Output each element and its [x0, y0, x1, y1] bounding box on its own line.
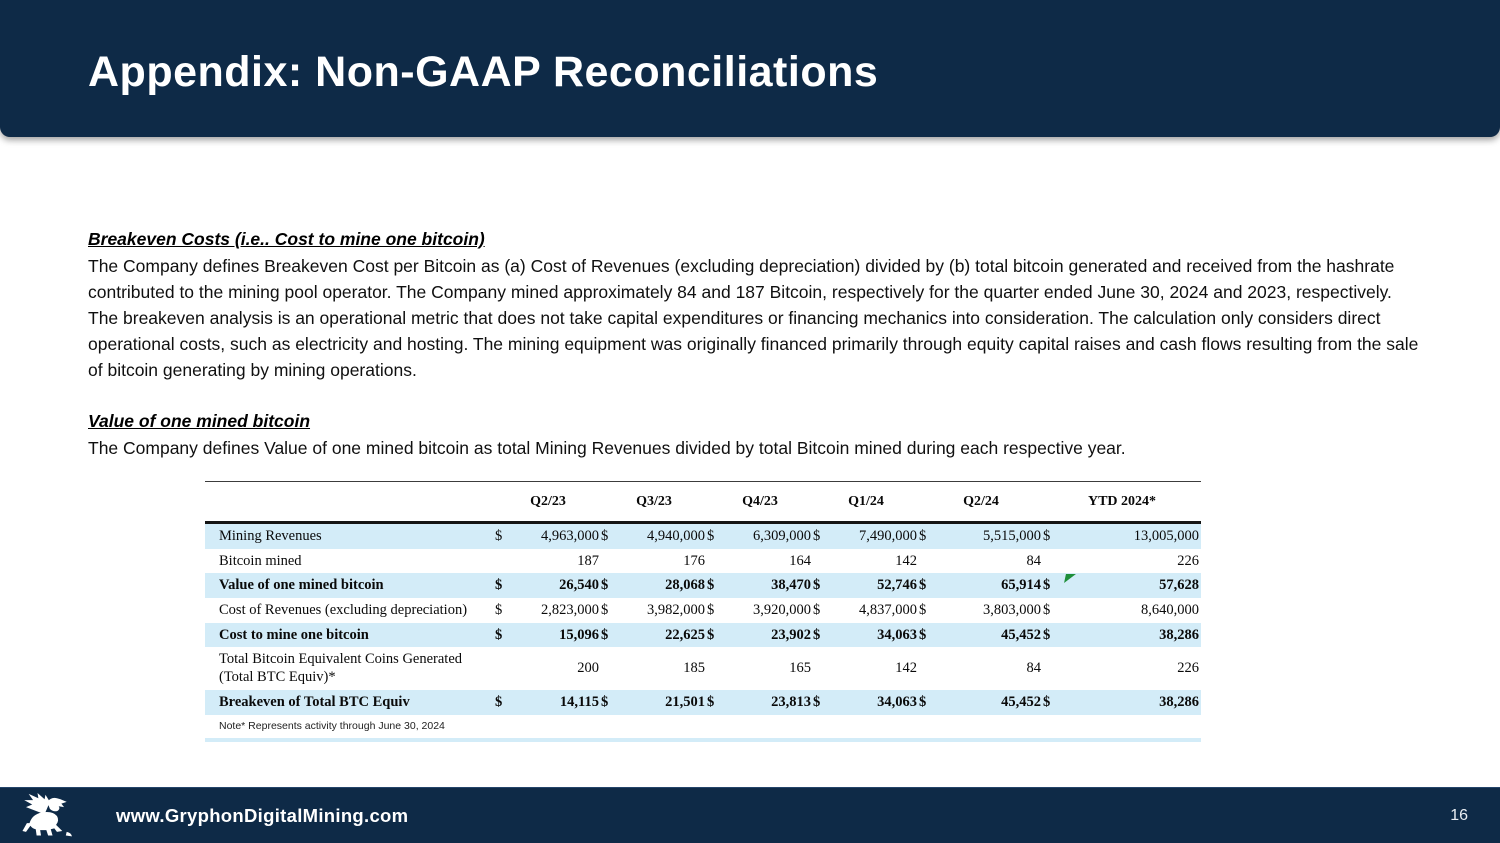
- cell-value: 38,286: [1159, 693, 1199, 710]
- cell-currency: $: [813, 528, 821, 544]
- cell-value: 14,115: [559, 693, 599, 710]
- cell-value: 2,823,000: [541, 602, 599, 619]
- row-label: Cost to mine one bitcoin: [219, 626, 369, 643]
- row-label: Breakeven of Total BTC Equiv: [219, 693, 410, 710]
- cell-currency: $: [919, 528, 927, 544]
- cell-value: 45,452: [1001, 626, 1041, 643]
- breakeven-costs-paragraph: The Company defines Breakeven Cost per Bitcoin as (a) Cost of Revenues (excluding depreciation) divided by (b) total bitcoin generated and received from the hashrate contributed to the mining pool operator. The Company mined approximately 84 and 187 Bitcoin, respectively for the quarter ended June 30, 2024 and 2023, respectively. The breakeven analysis is an operational metric that does not take capital expenditures or financing mechanics into consideration. The calculation only considers direct operational costs, such as electricity and hosting. The mining equipment was originally financed primarily through equity capital raises and cash flows resulting from the sale of bitcoin generating by mining operations.: [88, 256, 1419, 380]
- reconciliation-table: [205, 481, 1201, 715]
- cell-currency: [707, 647, 727, 689]
- cell-currency: $: [919, 577, 927, 594]
- cell-value: 8,640,000: [1141, 602, 1199, 619]
- slide-title-bar: [0, 0, 1500, 137]
- row-label: Total Bitcoin Equivalent Coins Generated (Total BTC Equiv)*: [219, 651, 463, 686]
- cell-value: 164: [789, 552, 811, 569]
- cell-value: 6,309,000: [753, 528, 811, 544]
- table-row: [205, 690, 1201, 715]
- cell-value: 226: [1177, 552, 1199, 569]
- column-header-3: Q4/23: [742, 493, 778, 509]
- cell-value: 23,902: [771, 626, 811, 643]
- cell-currency: $: [813, 577, 821, 594]
- column-header-6: YTD 2024*: [1087, 493, 1157, 509]
- table-header-row: [205, 482, 1201, 523]
- section-value-of-bitcoin: [88, 411, 1430, 461]
- cell-value: 200: [577, 660, 599, 677]
- cell-currency: $: [601, 693, 609, 710]
- cell-currency: $: [707, 577, 715, 594]
- column-header-2: Q3/23: [636, 493, 672, 509]
- breakeven-costs-heading: Breakeven Costs (i.e.. Cost to mine one bitcoin): [88, 229, 485, 249]
- cell-currency: $: [495, 577, 503, 594]
- cell-currency: $: [707, 602, 715, 619]
- cell-value: 84: [1026, 660, 1041, 677]
- cell-value: 3,920,000: [753, 602, 811, 619]
- table-row: [205, 623, 1201, 648]
- cell-currency: [919, 647, 939, 689]
- cell-value: 52,746: [877, 577, 917, 594]
- cell-value: 84: [1026, 552, 1041, 569]
- cell-currency: $: [1043, 626, 1051, 643]
- cell-value: 26,540: [559, 577, 599, 594]
- row-label: Mining Revenues: [219, 528, 322, 544]
- column-header-4: Q1/24: [848, 493, 884, 509]
- cell-currency: [1043, 647, 1072, 689]
- cell-value: 3,982,000: [647, 602, 705, 619]
- cell-value: 65,914: [1001, 577, 1041, 594]
- table-row: [205, 598, 1201, 623]
- value-of-bitcoin-paragraph: The Company defines Value of one mined bitcoin as total Mining Revenues divided by total Bitcoin mined during each respective year.: [88, 438, 1126, 458]
- cell-value: 21,501: [665, 693, 705, 710]
- cell-currency: $: [919, 602, 927, 619]
- cell-currency: $: [495, 602, 503, 619]
- row-label: Cost of Revenues (excluding depreciation): [219, 602, 468, 619]
- value-of-bitcoin-heading: Value of one mined bitcoin: [88, 411, 311, 431]
- cell-currency: $: [919, 693, 927, 710]
- cell-value: 38,470: [771, 577, 811, 594]
- cell-value: 45,452: [1001, 693, 1041, 710]
- cell-value: 185: [683, 660, 705, 677]
- table-row: [205, 647, 1201, 689]
- cell-value: 13,005,000: [1133, 528, 1199, 544]
- cell-currency: [707, 549, 727, 574]
- slide-footer: [0, 787, 1500, 843]
- cell-value: 176: [683, 552, 705, 569]
- cell-value: 7,490,000: [859, 528, 917, 544]
- cell-value: 226: [1177, 660, 1199, 677]
- section-breakeven-costs: [88, 229, 1430, 383]
- table-row: [205, 573, 1201, 598]
- cell-currency: $: [495, 693, 503, 710]
- cell-currency: $: [1043, 528, 1051, 544]
- cell-currency: $: [707, 693, 715, 710]
- reconciliation-table-wrap: [205, 481, 1201, 742]
- cell-currency: [495, 647, 515, 689]
- cell-value: 15,096: [559, 626, 599, 643]
- cell-currency: $: [919, 626, 927, 643]
- cell-value: 4,963,000: [541, 528, 599, 544]
- cell-value: 165: [789, 660, 811, 677]
- table-footnote: Note* Represents activity through June 30, 2024: [205, 715, 1201, 738]
- cell-value: 142: [895, 552, 917, 569]
- row-label: Bitcoin mined: [219, 552, 302, 569]
- cell-value: 28,068: [665, 577, 705, 594]
- cell-currency: [1043, 549, 1072, 574]
- column-header-empty: [205, 482, 495, 523]
- table-row: [205, 523, 1201, 549]
- cell-value: 3,803,000: [983, 602, 1041, 619]
- column-header-1: Q2/23: [530, 493, 566, 509]
- cell-currency: $: [495, 528, 503, 544]
- cell-currency: [495, 549, 515, 574]
- cell-value: 34,063: [877, 693, 917, 710]
- table-bottom-rule: [205, 738, 1201, 742]
- table-row: [205, 549, 1201, 574]
- cell-currency: $: [813, 693, 821, 710]
- cell-value: 142: [895, 660, 917, 677]
- cell-currency: [601, 647, 621, 689]
- cell-currency: $: [601, 577, 609, 594]
- cell-currency: $: [707, 626, 715, 643]
- gryphon-logo-icon: [20, 793, 78, 839]
- cell-value: 23,813: [771, 693, 811, 710]
- cell-value: 5,515,000: [983, 528, 1041, 544]
- cell-currency: $: [707, 528, 715, 544]
- cell-value: 187: [577, 552, 599, 569]
- cell-value: 38,286: [1159, 626, 1199, 643]
- cell-currency: $: [601, 528, 609, 544]
- cell-currency: $: [601, 626, 609, 643]
- cell-currency: [919, 549, 939, 574]
- website-link[interactable]: www.GryphonDigitalMining.com: [116, 804, 409, 826]
- row-label: Value of one mined bitcoin: [219, 577, 384, 594]
- comment-flag-icon: [1064, 574, 1076, 583]
- cell-currency: $: [813, 602, 821, 619]
- page-title: Appendix: Non-GAAP Reconciliations: [88, 48, 879, 96]
- cell-currency: $: [813, 626, 821, 643]
- cell-currency: [813, 549, 833, 574]
- cell-value: 34,063: [877, 626, 917, 643]
- cell-value: 4,837,000: [859, 602, 917, 619]
- cell-currency: [601, 549, 621, 574]
- cell-currency: $: [1043, 573, 1072, 598]
- slide-content: [0, 137, 1500, 742]
- page-number: 16: [1450, 806, 1468, 824]
- cell-value: 4,940,000: [647, 528, 705, 544]
- cell-value: 57,628: [1159, 577, 1199, 594]
- cell-currency: $: [1043, 693, 1051, 710]
- cell-value: 22,625: [665, 626, 705, 643]
- cell-currency: [813, 647, 833, 689]
- cell-currency: $: [1043, 602, 1051, 619]
- cell-currency: $: [495, 626, 503, 643]
- cell-currency: $: [601, 602, 609, 619]
- column-header-5: Q2/24: [963, 493, 999, 509]
